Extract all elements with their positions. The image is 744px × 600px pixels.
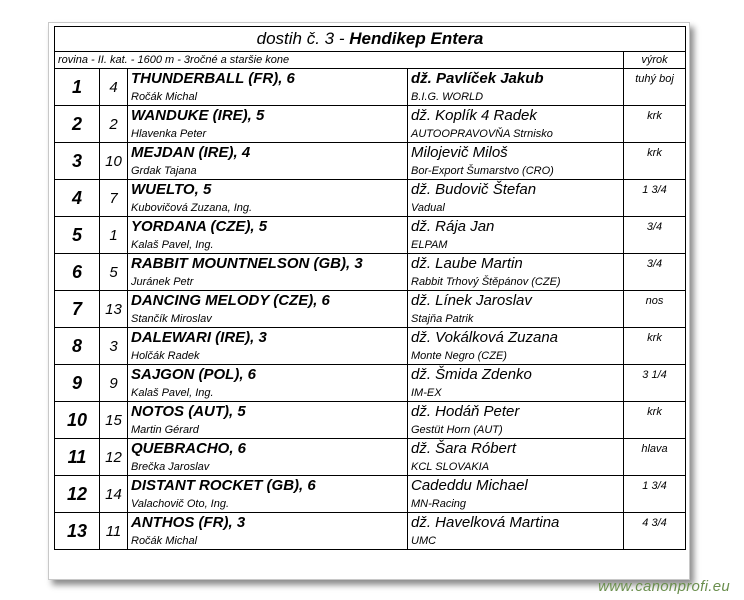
entry-detail-row [55, 421, 686, 439]
horse-name: SAJGON (POL), 6 [128, 365, 408, 385]
entry-row [55, 328, 686, 348]
jockey-name: dž. Pavlíček Jakub [408, 69, 624, 89]
trainer-name: Hlavenka Peter [128, 125, 408, 143]
start-number: 13 [100, 291, 128, 328]
start-number: 1 [100, 217, 128, 254]
finish-place: 1 [55, 69, 100, 106]
owner-name: ELPAM [408, 236, 624, 254]
start-number: 15 [100, 402, 128, 439]
finish-margin: krk [624, 328, 686, 348]
entry-detail-row [55, 88, 686, 106]
jockey-name: dž. Šmida Zdenko [408, 365, 624, 385]
entry-detail-row [55, 458, 686, 476]
entry-row [55, 254, 686, 274]
jockey-name: dž. Hodáň Peter [408, 402, 624, 422]
entry-detail-row [55, 532, 686, 550]
entry-row [55, 513, 686, 533]
owner-name: UMC [408, 532, 624, 550]
trainer-name: Grdak Tajana [128, 162, 408, 180]
start-number: 4 [100, 69, 128, 106]
start-number: 9 [100, 365, 128, 402]
finish-margin: 1 3/4 [624, 476, 686, 496]
finish-margin-spacer [624, 347, 686, 365]
horse-name: WANDUKE (IRE), 5 [128, 106, 408, 126]
jockey-name: dž. Línek Jaroslav [408, 291, 624, 311]
jockey-name: dž. Koplík 4 Radek [408, 106, 624, 126]
finish-margin-spacer [624, 273, 686, 291]
finish-margin: krk [624, 106, 686, 126]
entry-row [55, 476, 686, 496]
entry-row [55, 291, 686, 311]
trainer-name: Holčák Radek [128, 347, 408, 365]
title-row [55, 27, 686, 52]
finish-margin: krk [624, 402, 686, 422]
owner-name: Stajňa Patrik [408, 310, 624, 328]
owner-name: Gestüt Horn (AUT) [408, 421, 624, 439]
finish-margin-spacer [624, 532, 686, 550]
result-header: výrok [624, 52, 686, 69]
finish-margin: 3 1/4 [624, 365, 686, 385]
trainer-name: Brečka Jaroslav [128, 458, 408, 476]
owner-name: Vadual [408, 199, 624, 217]
finish-margin: 3/4 [624, 217, 686, 237]
finish-margin-spacer [624, 310, 686, 328]
trainer-name: Ročák Michal [128, 88, 408, 106]
finish-margin-spacer [624, 458, 686, 476]
owner-name: Rabbit Trhový Štěpánov (CZE) [408, 273, 624, 291]
horse-name: NOTOS (AUT), 5 [128, 402, 408, 422]
entry-row [55, 365, 686, 385]
finish-margin-spacer [624, 88, 686, 106]
jockey-name: Cadeddu Michael [408, 476, 624, 496]
entry-detail-row [55, 199, 686, 217]
owner-name: MN-Racing [408, 495, 624, 513]
start-number: 3 [100, 328, 128, 365]
entry-row [55, 402, 686, 422]
jockey-name: dž. Havelková Martina [408, 513, 624, 533]
finish-place: 10 [55, 402, 100, 439]
start-number: 11 [100, 513, 128, 550]
entry-detail-row [55, 310, 686, 328]
finish-margin: 3/4 [624, 254, 686, 274]
trainer-name: Stančík Miroslav [128, 310, 408, 328]
entry-row [55, 439, 686, 459]
finish-place: 9 [55, 365, 100, 402]
horse-name: MEJDAN (IRE), 4 [128, 143, 408, 163]
results-sheet [48, 22, 690, 580]
finish-place: 8 [55, 328, 100, 365]
owner-name: Monte Negro (CZE) [408, 347, 624, 365]
results-table [54, 26, 686, 550]
start-number: 10 [100, 143, 128, 180]
race-conditions: rovina - II. kat. - 1600 m - 3ročné a staršie kone [55, 52, 624, 69]
start-number: 2 [100, 106, 128, 143]
finish-margin: hlava [624, 439, 686, 459]
start-number: 7 [100, 180, 128, 217]
jockey-name: dž. Šara Róbert [408, 439, 624, 459]
race-title [55, 27, 686, 52]
race-name: Hendikep Entera [349, 29, 484, 48]
start-number: 14 [100, 476, 128, 513]
trainer-name: Valachovič Oto, Ing. [128, 495, 408, 513]
owner-name: B.I.G. WORLD [408, 88, 624, 106]
finish-place: 11 [55, 439, 100, 476]
trainer-name: Ročák Michal [128, 532, 408, 550]
finish-margin: tuhý boj [624, 69, 686, 89]
entry-detail-row [55, 384, 686, 402]
jockey-name: dž. Budovič Štefan [408, 180, 624, 200]
owner-name: IM-EX [408, 384, 624, 402]
race-title-prefix: dostih č. 3 - [256, 29, 345, 48]
jockey-name: dž. Rája Jan [408, 217, 624, 237]
start-number: 5 [100, 254, 128, 291]
finish-place: 2 [55, 106, 100, 143]
entry-detail-row [55, 125, 686, 143]
trainer-name: Kubovičová Zuzana, Ing. [128, 199, 408, 217]
entry-detail-row [55, 347, 686, 365]
horse-name: RABBIT MOUNTNELSON (GB), 3 [128, 254, 408, 274]
owner-name: Bor-Export Šumarstvo (CRO) [408, 162, 624, 180]
trainer-name: Kalaš Pavel, Ing. [128, 236, 408, 254]
trainer-name: Martin Gérard [128, 421, 408, 439]
finish-place: 7 [55, 291, 100, 328]
horse-name: THUNDERBALL (FR), 6 [128, 69, 408, 89]
finish-margin-spacer [624, 125, 686, 143]
entry-row [55, 180, 686, 200]
finish-place: 12 [55, 476, 100, 513]
horse-name: DISTANT ROCKET (GB), 6 [128, 476, 408, 496]
watermark: www.canonprofi.eu [598, 578, 730, 595]
finish-place: 6 [55, 254, 100, 291]
horse-name: WUELTO, 5 [128, 180, 408, 200]
entry-detail-row [55, 273, 686, 291]
finish-margin-spacer [624, 236, 686, 254]
trainer-name: Juránek Petr [128, 273, 408, 291]
horse-name: DANCING MELODY (CZE), 6 [128, 291, 408, 311]
trainer-name: Kalaš Pavel, Ing. [128, 384, 408, 402]
finish-margin-spacer [624, 162, 686, 180]
finish-place: 4 [55, 180, 100, 217]
conditions-row [55, 52, 686, 69]
jockey-name: Milojevič Miloš [408, 143, 624, 163]
entry-detail-row [55, 495, 686, 513]
entry-row [55, 69, 686, 89]
finish-place: 3 [55, 143, 100, 180]
finish-margin: nos [624, 291, 686, 311]
start-number: 12 [100, 439, 128, 476]
finish-place: 13 [55, 513, 100, 550]
entry-detail-row [55, 162, 686, 180]
jockey-name: dž. Laube Martin [408, 254, 624, 274]
finish-margin: 4 3/4 [624, 513, 686, 533]
finish-margin: 1 3/4 [624, 180, 686, 200]
entry-detail-row [55, 236, 686, 254]
owner-name: KCL SLOVAKIA [408, 458, 624, 476]
owner-name: AUTOOPRAVOVŇA Strnisko [408, 125, 624, 143]
entry-row [55, 217, 686, 237]
entry-row [55, 143, 686, 163]
horse-name: YORDANA (CZE), 5 [128, 217, 408, 237]
finish-margin-spacer [624, 384, 686, 402]
finish-place: 5 [55, 217, 100, 254]
finish-margin-spacer [624, 495, 686, 513]
finish-margin-spacer [624, 199, 686, 217]
horse-name: ANTHOS (FR), 3 [128, 513, 408, 533]
horse-name: DALEWARI (IRE), 3 [128, 328, 408, 348]
jockey-name: dž. Vokálková Zuzana [408, 328, 624, 348]
finish-margin: krk [624, 143, 686, 163]
horse-name: QUEBRACHO, 6 [128, 439, 408, 459]
finish-margin-spacer [624, 421, 686, 439]
entry-row [55, 106, 686, 126]
